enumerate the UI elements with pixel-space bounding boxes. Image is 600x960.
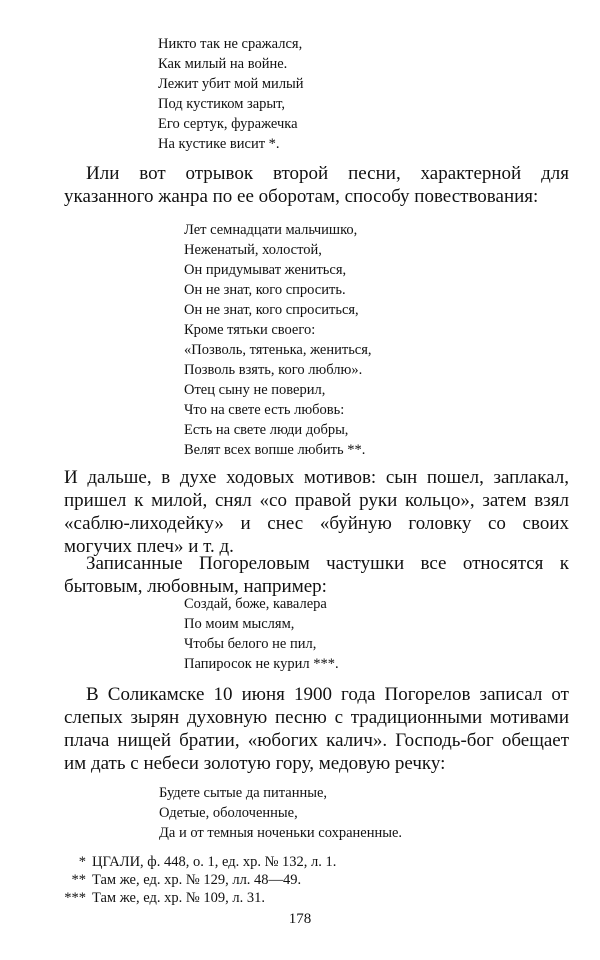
verse-line: Никто так не сражался, [158, 36, 303, 52]
footnote-text: ЦГАЛИ, ф. 448, о. 1, ед. хр. № 132, л. 1. [92, 854, 337, 870]
footnote-mark: * [78, 854, 86, 870]
page-number: 178 [288, 911, 312, 927]
paragraph-3: Записанные Погореловым частушки все относятся к бытовым, любовным, например: [64, 553, 569, 597]
paragraph-2: И дальше, в духе ходовых мотивов: сын пошел, заплакал, пришел к милой, снял «со правой руки кольцо», затем взял «саблю-лиходейку» и снес «буйную головку со своих могучих плеч» и т. д. [64, 467, 569, 557]
verse-line: Как милый на войне. [158, 56, 288, 72]
paragraph-4-block [64, 683, 569, 775]
verse-line: Под кустиком зарыт, [158, 96, 286, 112]
footnote-mark: *** [64, 890, 86, 906]
verse-line: По моим мыслям, [184, 616, 295, 632]
paragraph-4: В Соликамске 10 июня 1900 года Погорелов записал от слепых зырян духовную песню с традиционными мотивами плача нищей братии, «юбогих калич». Господь-бог обещает им дать с небеси золотую гору, медовую речку: [64, 684, 569, 774]
verse-line: «Позволь, тятенька, жениться, [184, 342, 372, 358]
footnote-mark: ** [71, 872, 86, 888]
verse-line: Папиросок не курил ***. [184, 656, 339, 672]
verse-block-3 [184, 594, 339, 674]
verse-line: Что на свете есть любовь: [184, 402, 345, 418]
verse-line: Одетые, оболоченные, [159, 805, 298, 821]
verse-line: Лежит убит мой милый [158, 76, 304, 92]
verse-line: Он придумыват жениться, [184, 262, 347, 278]
footnote-text: Там же, ед. хр. № 109, л. 31. [92, 890, 265, 906]
footnote [64, 871, 336, 889]
verse-line: Он не знат, кого спроситься, [184, 302, 359, 318]
paragraph-3-block [64, 552, 569, 598]
verse-line: На кустике висит *. [158, 136, 280, 152]
verse-line: Будете сытые да питанные, [159, 785, 328, 801]
verse-block-1 [158, 34, 304, 154]
verse-line: Кроме тятьки своего: [184, 322, 316, 338]
verse-line: Неженатый, холостой, [184, 242, 322, 258]
verse-line: Велят всех вопше любить **. [184, 442, 366, 458]
footnote [64, 853, 336, 871]
footnote-text: Там же, ед. хр. № 129, лл. 48—49. [92, 872, 302, 888]
paragraph-1-block [64, 162, 569, 208]
verse-line: Есть на свете люди добры, [184, 422, 349, 438]
paragraph-1: Или вот отрывок второй песни, характерной для указанного жанра по ее оборотам, способу повествования: [64, 163, 569, 207]
footnote [64, 889, 336, 907]
verse-line: Лет семнадцати мальчишко, [184, 222, 358, 238]
verse-line: Позволь взять, кого люблю». [184, 362, 363, 378]
verse-line: Создай, боже, кавалера [184, 596, 327, 612]
verse-block-4 [159, 783, 402, 843]
verse-block-2 [184, 220, 372, 460]
verse-line: Он не знат, кого спросить. [184, 282, 346, 298]
verse-line: Отец сыну не поверил, [184, 382, 326, 398]
verse-line: Да и от темныя ноченьки сохраненные. [159, 825, 403, 841]
footnotes [64, 853, 336, 907]
verse-line: Чтобы белого не пил, [184, 636, 317, 652]
verse-line: Его сертук, фуражечка [158, 116, 298, 132]
paragraph-2-block [64, 466, 569, 558]
